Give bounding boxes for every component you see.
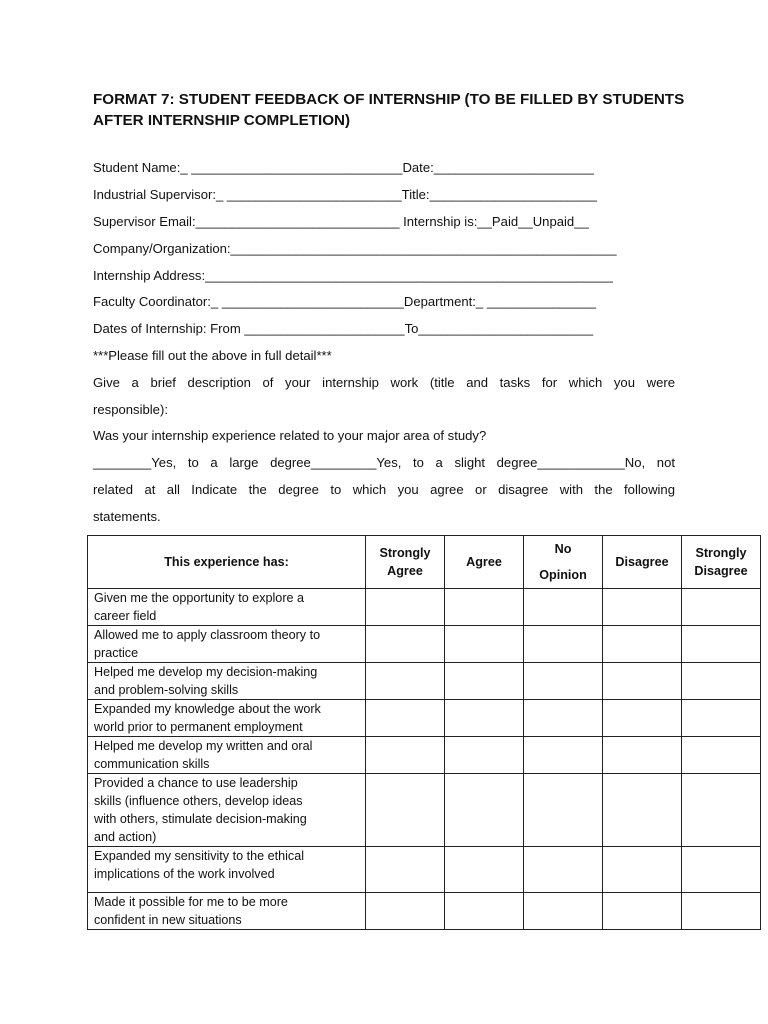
statement-text: Given me the opportunity to explore a: [94, 591, 305, 605]
description-prompt-line1: Give a brief description of your internship work (title and tasks for which you were: [93, 375, 675, 390]
rating-cell-disagree[interactable]: [603, 589, 682, 626]
statement-text: Expanded my sensitivity to the ethical: [94, 849, 305, 863]
fill-note: ***Please fill out the above in full detail***: [93, 348, 332, 363]
statement-text: and problem-solving skills: [94, 683, 239, 697]
rating-cell-strongly-disagree[interactable]: [682, 700, 761, 737]
statements-word: statements.: [93, 509, 161, 524]
rating-cell-agree[interactable]: [445, 700, 524, 737]
header-statement: [88, 536, 366, 589]
table-row: [88, 893, 761, 930]
table-row: [88, 774, 761, 847]
major-question: Was your internship experience related to your major area of study?: [93, 428, 487, 443]
table-row: [88, 589, 761, 626]
statement-text: Helped me develop my decision-making: [94, 665, 318, 679]
rating-cell-agree[interactable]: [445, 847, 524, 893]
rating-cell-disagree[interactable]: [603, 847, 682, 893]
statement-text: Made it possible for me to be more: [94, 895, 288, 909]
student-name-date-field[interactable]: Student Name:_ _____________________________Date:______________________: [93, 160, 594, 175]
rating-cell-strongly-agree[interactable]: [366, 626, 445, 663]
statement-text: skills (influence others, develop ideas: [94, 794, 303, 808]
statement-text: with others, stimulate decision-making: [94, 812, 307, 826]
header-strongly-agree-l2: Agree: [387, 564, 423, 578]
internship-address-field[interactable]: Internship Address:________________________________________________________: [93, 268, 613, 283]
header-no-opinion-l2: Opinion: [539, 568, 587, 582]
rating-cell-strongly-agree[interactable]: [366, 589, 445, 626]
header-strongly-disagree-l2: Disagree: [694, 564, 748, 578]
header-strongly-disagree-l1: Strongly: [695, 546, 747, 560]
header-strongly-disagree: [682, 536, 761, 589]
company-field[interactable]: Company/Organization:_____________________________________________________: [93, 241, 617, 256]
rating-cell-disagree[interactable]: [603, 893, 682, 930]
rating-cell-disagree[interactable]: [603, 774, 682, 847]
rating-cell-agree[interactable]: [445, 893, 524, 930]
relation-options[interactable]: ________Yes, to a large degree_________Yes, to a slight degree____________No, not: [93, 455, 675, 470]
rating-cell-disagree[interactable]: [603, 663, 682, 700]
rating-cell-disagree[interactable]: [603, 700, 682, 737]
statement-cell: [88, 893, 366, 930]
rating-cell-strongly-disagree[interactable]: [682, 663, 761, 700]
rating-cell-no-opinion[interactable]: [524, 774, 603, 847]
table-row: [88, 847, 761, 893]
faculty-department-field[interactable]: Faculty Coordinator:_ _________________________Department:_ _______________: [93, 294, 597, 309]
table-row: [88, 700, 761, 737]
statement-text: Helped me develop my written and oral: [94, 739, 313, 753]
rating-cell-strongly-agree[interactable]: [366, 663, 445, 700]
rating-cell-strongly-disagree[interactable]: [682, 847, 761, 893]
rating-cell-no-opinion[interactable]: [524, 626, 603, 663]
statement-cell: [88, 626, 366, 663]
rating-cell-strongly-disagree[interactable]: [682, 774, 761, 847]
rating-cell-strongly-disagree[interactable]: [682, 893, 761, 930]
statement-cell: [88, 847, 366, 893]
header-statement-label: This experience has:: [164, 555, 289, 569]
header-agree: [445, 536, 524, 589]
statement-cell: [88, 737, 366, 774]
rating-cell-agree[interactable]: [445, 626, 524, 663]
statement-cell: [88, 774, 366, 847]
statement-text: Provided a chance to use leadership: [94, 776, 298, 790]
rating-cell-strongly-disagree[interactable]: [682, 589, 761, 626]
statement-text: implications of the work involved: [94, 867, 275, 881]
rating-cell-disagree[interactable]: [603, 737, 682, 774]
header-agree-label: Agree: [466, 555, 502, 569]
rating-cell-no-opinion[interactable]: [524, 847, 603, 893]
rating-cell-no-opinion[interactable]: [524, 737, 603, 774]
statement-cell: [88, 663, 366, 700]
header-disagree-label: Disagree: [615, 555, 669, 569]
rating-cell-strongly-agree[interactable]: [366, 700, 445, 737]
table-header-row: [88, 536, 761, 589]
table-row: [88, 663, 761, 700]
rating-cell-strongly-disagree[interactable]: [682, 626, 761, 663]
indicate-instruction: related at all Indicate the degree to which you agree or disagree with the following: [93, 482, 675, 497]
header-strongly-agree-l1: Strongly: [379, 546, 431, 560]
statement-text: world prior to permanent employment: [94, 720, 303, 734]
internship-dates-field[interactable]: Dates of Internship: From ______________________To________________________: [93, 321, 594, 336]
statement-text: confident in new situations: [94, 913, 242, 927]
form-title: FORMAT 7: STUDENT FEEDBACK OF INTERNSHIP (TO BE FILLED BY STUDENTS AFTER INTERNSHIP COMPLETION): [93, 91, 685, 129]
statement-text: Allowed me to apply classroom theory to: [94, 628, 321, 642]
rating-cell-no-opinion[interactable]: [524, 663, 603, 700]
description-prompt-line2: responsible):: [93, 402, 168, 417]
header-no-opinion-l1: No: [554, 542, 572, 556]
header-disagree: [603, 536, 682, 589]
statement-cell: [88, 700, 366, 737]
rating-cell-agree[interactable]: [445, 663, 524, 700]
statement-text: Expanded my knowledge about the work: [94, 702, 321, 716]
header-strongly-agree: [366, 536, 445, 589]
rating-cell-strongly-agree[interactable]: [366, 847, 445, 893]
rating-cell-disagree[interactable]: [603, 626, 682, 663]
supervisor-email-paid-field[interactable]: Supervisor Email:____________________________ Internship is:__Paid__Unpaid__: [93, 214, 589, 229]
rating-cell-no-opinion[interactable]: [524, 700, 603, 737]
rating-cell-agree[interactable]: [445, 737, 524, 774]
statement-cell: [88, 589, 366, 626]
rating-cell-strongly-agree[interactable]: [366, 737, 445, 774]
header-no-opinion: [524, 536, 603, 589]
table-row: [88, 626, 761, 663]
rating-cell-strongly-agree[interactable]: [366, 774, 445, 847]
rating-cell-no-opinion[interactable]: [524, 893, 603, 930]
rating-cell-agree[interactable]: [445, 774, 524, 847]
supervisor-title-field[interactable]: Industrial Supervisor:_ ________________________Title:_______________________: [93, 187, 598, 202]
statement-text: and action): [94, 830, 157, 844]
statement-text: career field: [94, 609, 157, 623]
rating-cell-no-opinion[interactable]: [524, 589, 603, 626]
rating-cell-agree[interactable]: [445, 589, 524, 626]
rating-cell-strongly-disagree[interactable]: [682, 737, 761, 774]
rating-cell-strongly-agree[interactable]: [366, 893, 445, 930]
statement-text: communication skills: [94, 757, 210, 771]
statement-text: practice: [94, 646, 139, 660]
table-row: [88, 737, 761, 774]
rating-table: [87, 535, 761, 930]
